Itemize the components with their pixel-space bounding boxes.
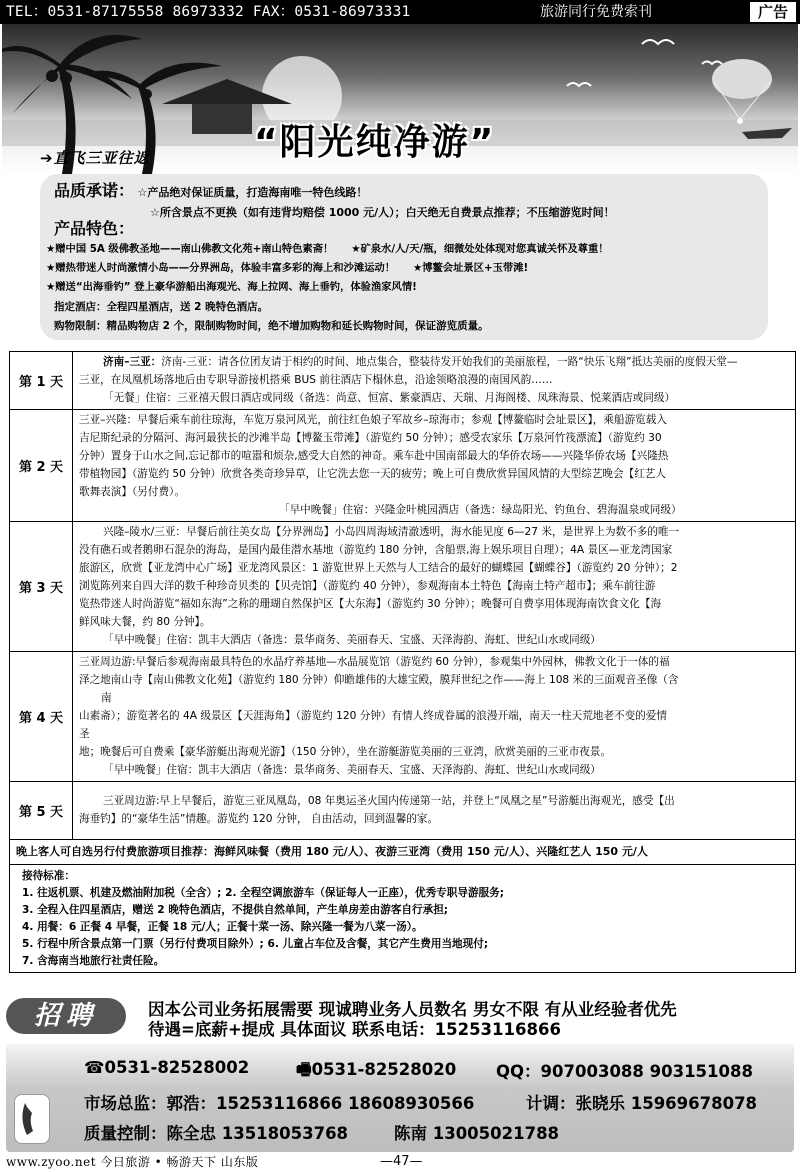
promise-line-1: ☆产品绝对保证质量，打造海南唯一特色线路！ xyxy=(137,186,368,199)
phone-icon xyxy=(14,1094,50,1144)
footer xyxy=(0,1152,800,1172)
day-text: 济南-三亚：请各位团友请于相约的时间、地点集合，整装待发开始我们的美丽旅程，一路“快乐飞翔”抵达美丽的度假天堂— xyxy=(161,356,738,368)
day-text: 浏览陈列来自四大洋的数千种珍奇贝类的【贝壳馆】（游览约 40 分钟），参观海南本土特色【海南土特产超市】；乘车前往游 xyxy=(79,580,656,592)
day-row: 第 1 天 济南–三亚：济南-三亚：请各位团友请于相约的时间、地点集合，整装待发开始我们的美丽旅程，一路“快乐飞翔”抵达美丽的度假天堂— 三亚，在凤凰机场落地后由专职导游接机搭乘 BUS 前往酒店下榻休息，沿途领略浪漫的南国风韵…… 「无餐」住宿：三亚禧天假日酒店或同级（备选：尚意、恒富、紫豪酒店、天瑞、月海阁楼、凤珠海景、悦莱酒店或同级） xyxy=(10,352,795,410)
day-text: 没有礁石或者鹅卵石混杂的海岛，是国内最佳潜水基地（游览约 180 分钟，含船票,海上娱乐项目自理）；4A 景区—亚龙湾国家 xyxy=(79,544,673,556)
standard-line: 4. 用餐：6 正餐 4 早餐，正餐 18 元/人；正餐十菜一汤、除兴隆一餐为八菜一汤）。 xyxy=(22,921,423,933)
day-text: 吉尼斯纪录的分隔河、海河最狭长的沙滩半岛【博鳌玉带滩】（游览约 50 分钟）；感受农家乐【万泉河竹筏漂流】（游览约 30 xyxy=(79,432,662,444)
recruitment-banner xyxy=(2,994,798,1038)
day-text: 分钟）置身于山水之间,忘记都市的喧嚣和烦杂,感受大自然的神奇。乘车赴中国南部最大的华侨农场——兴隆华侨农场【兴隆热 xyxy=(79,450,669,462)
day-row xyxy=(10,782,795,840)
day-label: 第 4 天 xyxy=(10,652,73,781)
features-label: 产品特色： xyxy=(54,219,135,238)
day-text: 三亚周边游:早餐后参观海南最具特色的水晶疗养基地—水晶展览馆（游览约 60 分钟），参观集中外园林，佛教文化于一体的福 xyxy=(79,656,670,668)
market-director: 市场总监：郭浩：15253116866 18608930566 xyxy=(84,1094,475,1113)
day-text: 兴隆–陵水/三亚：早餐后前往美女岛【分界洲岛】小岛四周海域清澈透明，海水能见度 6—27 米，是世界上为数不多的唯一 xyxy=(103,526,680,538)
quality-control-2: 陈南 13005021788 xyxy=(394,1124,560,1143)
meal-lodging: 「早中晚餐」住宿：凯丰大酒店（备选：景华商务、美丽春天、宝盛、天泽海韵、海虹、世纪山水或同级） xyxy=(103,634,601,646)
feature-1b: ★矿泉水/人/天/瓶，细微处处体现对您真诚关怀及尊重！ xyxy=(351,243,609,255)
day-text: 南 xyxy=(101,692,112,704)
day-text: 歌舞表演】（另付费）。 xyxy=(79,486,185,498)
banner-title: “阳光纯净游” xyxy=(254,122,496,163)
day-text: 三亚周边游:早上早餐后，游览三亚凤凰岛，08 年奥运圣火国内传递第一站，并登上“凤凰之星”号游艇出海观光，感受【出 xyxy=(103,795,675,807)
day-text: 三亚，在凤凰机场落地后由专职导游接机搭乘 BUS 前往酒店下榻休息，沿途领略浪漫的南国风韵…… xyxy=(79,374,553,386)
day-label: 第 1 天 xyxy=(10,352,73,409)
recruit-line-2: 待遇=底薪+提成 具体面议 联系电话：15253116866 xyxy=(148,1020,561,1039)
day-row xyxy=(10,652,795,782)
day-text: 山素斋）；游览著名的 4A 级景区【天涯海角】（游览约 120 分钟）有情人终成眷属的浪漫开端，南天一柱天荒地老不变的爱情 xyxy=(79,710,667,722)
promise-label: 品质承诺： xyxy=(54,181,135,200)
meal-lodging: 「早中晚餐」住宿：兴隆金叶桃园酒店（备选：绿岛阳光、钓鱼台、碧海温泉或同级） xyxy=(279,504,682,516)
fax-icon: 🖷 xyxy=(296,1060,312,1079)
parasail-icon xyxy=(712,59,772,124)
day-text: 三亚–兴隆：早餐后乘车前往琼海，车览万泉河风光，前往红色娘子军故乡–琼海市；参观【博鳌临时会址景区】，乘船游览载入 xyxy=(79,414,667,426)
day-row xyxy=(10,522,795,652)
contact-box xyxy=(6,1044,794,1152)
planner: 计调：张晓乐 15969678078 xyxy=(526,1094,758,1113)
itinerary-table xyxy=(9,351,796,973)
page-number: —47— xyxy=(380,1154,423,1169)
shopping-note: 购物限制：精品购物店 2 个，限制购物时间，绝不增加购物和延长购物时间，保证游览质量。 xyxy=(54,320,489,332)
feature-3: ★赠送“出海垂钓” 登上豪华游船出海观光、海上拉网、海上垂钓，体验渔家风情! xyxy=(46,281,417,293)
qq-numbers: QQ：907003088 903151088 xyxy=(496,1062,753,1081)
day-label: 第 5 天 xyxy=(10,782,73,839)
quality-promise-box xyxy=(40,174,768,340)
day-text: 圣 xyxy=(79,728,90,740)
day-row xyxy=(10,410,795,522)
hotel-note: 指定酒店：全程四星酒店，送 2 晚特色酒店。 xyxy=(54,301,269,313)
fax-number: 🖷0531-82528020 xyxy=(296,1060,457,1079)
standards-title: 接待标准： xyxy=(22,870,75,882)
recruit-badge: 招聘 xyxy=(6,998,126,1034)
standard-line: 5. 行程中所含景点第一门票（另行付费项目除外）; 6. 儿童占车位及含餐，其它产生费用当地现付; xyxy=(22,938,489,950)
meal-lodging: 「无餐」住宿：三亚禧天假日酒店或同级（备选：尚意、恒富、紫豪酒店、天瑞、月海阁楼、凤珠海景、悦莱酒店或同级） xyxy=(103,392,676,404)
service-standards xyxy=(10,865,795,972)
day-text: 泽之地南山寺【南山佛教文化苑】（游览约 180 分钟）仰瞻雄伟的大雄宝殿，膜拜世纪之作——海上 108 米的三面观音圣像（含 xyxy=(79,674,679,686)
standard-line: 1. 往返机票、机建及燃油附加税（全含）; 2. 全程空调旅游车（保证每人一正座），优秀专职导游服务; xyxy=(22,887,504,899)
standard-line: 7. 含海南当地旅行社责任险。 xyxy=(22,955,165,967)
promise-line-2: ☆所含景点不更换（如有违背均赔偿 1000 元/人）；白天绝无自费景点推荐；不压缩游览时间！ xyxy=(150,206,615,219)
seagull-icon xyxy=(567,40,722,86)
recruit-line-1: 因本公司业务拓展需要 现诚聘业务人员数名 男女不限 有从业经验者优先 xyxy=(148,1000,677,1019)
meal-lodging: 「早中晚餐」住宿：凯丰大酒店（备选：景华商务、美丽春天、宝盛、天泽海韵、海虹、世纪山水或同级） xyxy=(103,764,601,776)
feature-2a: ★赠热带迷人时尚激情小岛——分界洲岛，体验丰富多彩的海上和沙滩运动！ xyxy=(46,262,396,274)
beach-banner xyxy=(2,24,798,174)
feature-2b: ★博鳌会址景区+玉带滩! xyxy=(412,262,529,274)
day-label: 第 3 天 xyxy=(10,522,73,651)
top-bar xyxy=(0,0,800,24)
tel-fax-line: TEL：0531-87175558 86973332 FAX：0531-86973331 xyxy=(6,4,411,20)
ad-tag: 广告 xyxy=(750,2,796,22)
day-text: 带植物园】（游览约 50 分钟）欣赏各类奇珍异草，让它洗去您一天的疲劳；晚上可自费欣赏异国风情的大型综艺晚会【红艺人 xyxy=(79,468,666,480)
quality-control: 质量控制：陈全忠 13518053768 xyxy=(84,1124,349,1143)
day-text: 旅游区，欣赏【亚龙湾中心广场】亚龙湾风景区：1 游览世界上天然与人工结合的最好的蝴蝶园【蝴蝶谷】（游览约 20 分钟）；2 xyxy=(79,562,678,574)
day-text: 海垂钓】的“豪华生活”情趣。游览约 120 分钟， 自由活动，回到温馨的家。 xyxy=(79,813,439,825)
slogan: 旅游同行免费索刊 xyxy=(540,4,652,20)
day-text: 览热带迷人时尚游览“福如东海”之称的珊瑚自然保护区【大东海】（游览约 30 分钟）；晚餐可自费享用体现海南饮食文化【海 xyxy=(79,598,662,610)
phone-number: ☎0531-82528002 xyxy=(84,1058,250,1077)
footer-site: www.zyoo.net 今日旅游 • 畅游天下 山东版 xyxy=(6,1155,259,1169)
day-label: 第 2 天 xyxy=(10,410,73,521)
optional-activities: 晚上客人可自选另行付费旅游项目推荐：海鲜风味餐（费用 180 元/人）、夜游三亚湾（费用 150 元/人）、兴隆红艺人 150 元/人 xyxy=(10,840,795,865)
feature-1a: ★赠中国 5A 级佛教圣地——南山佛教文化苑+南山特色素斋！ xyxy=(46,243,334,255)
day-text: 地；晚餐后可自费乘【豪华游艇出海观光游】（150 分钟），坐在游艇游览美丽的三亚湾，欣赏美丽的三亚市夜景。 xyxy=(79,746,612,758)
day-text: 鲜风味大餐，约 80 分钟】。 xyxy=(79,616,211,628)
banner-subtitle: ➔直飞三亚往返 xyxy=(40,149,150,167)
standard-line: 3. 全程入住四星酒店，赠送 2 晚特色酒店，不提供自然单间，产生单房差由游客自行承担; xyxy=(22,904,449,916)
